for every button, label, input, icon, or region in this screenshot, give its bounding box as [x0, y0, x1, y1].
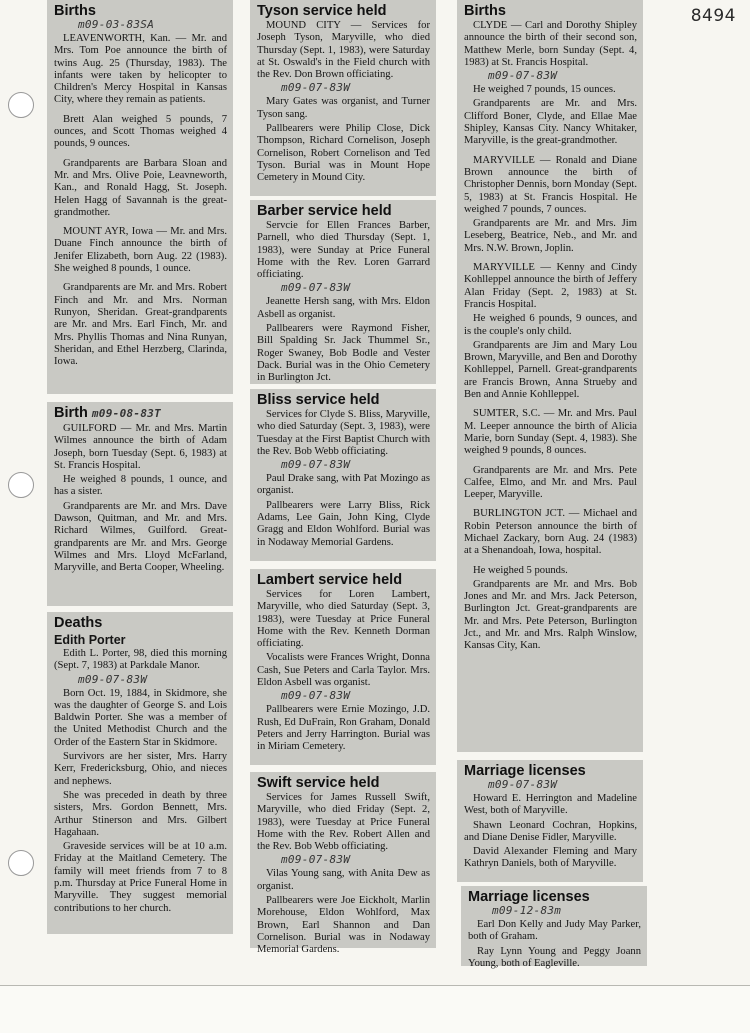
- handwritten-date: m09-07-83W: [488, 69, 558, 83]
- handwritten-date: m09-07-83W: [488, 778, 558, 791]
- handwritten-date: m09-12-83m: [492, 904, 562, 917]
- bliss-service-clipping: [250, 389, 436, 561]
- obituary-name: Edith Porter: [54, 633, 126, 647]
- paragraph: GUILFORD — Mr. and Mrs. Martin Wilmes announce the birth of Adam Joseph, born Tuesday (Sept. 6, 1983) at St. Francis Hospital.: [54, 423, 227, 471]
- handwritten-date: m09-07-83W: [281, 689, 351, 703]
- handwritten-date: m09-07-83W: [281, 81, 351, 95]
- paragraph: Grandparents are Mr. and Mrs. Pete Calfee, Elmo, and Mr. and Mrs. Paul Leeper, Maryville.: [464, 464, 637, 501]
- paragraph: Grandparents are Barbara Sloan and Mr. and Mrs. Olive Poie, Leavneworth, Kan., and Ronald Hagg, St. Joseph. Helen Hagg of Savannah is the great-grandmother.: [54, 157, 227, 218]
- lambert-service-clipping: [250, 569, 436, 765]
- paragraph: Born Oct. 19, 1884, in Skidmore, she was the daughter of George S. and Lois Baldwin Porter. She was a member of the United Methodist Church and the Order of the Eastern Star in Skidmore.: [54, 687, 227, 748]
- paragraph: He weighed 7 pounds, 15 ounces.: [473, 84, 616, 96]
- paragraph: Graveside services will be at 10 a.m. Friday at the Maitland Cemetery. The family will meet friends from 7 to 8 p.m. Thursday at Price Funeral Home in Maryville. They suggest memorial contributions to her church.: [54, 841, 227, 914]
- handwritten-date: m09-07-83W: [281, 281, 351, 295]
- birth-clipping: [47, 402, 233, 606]
- paragraph: Shawn Leonard Cochran, Hopkins, and Diane Denise Fidler, Maryville.: [464, 819, 637, 843]
- handwritten-date: m09-03-83SA: [78, 18, 155, 31]
- paragraph: CLYDE — Carl and Dorothy Shipley announce the birth of their second son, Matthew Merle, born Sunday (Sept. 4, 1983) at St. Francis Hospital.: [464, 20, 637, 68]
- paragraph: David Alexander Fleming and Mary Kathryn Daniels, both of Maryville.: [464, 846, 637, 870]
- tyson-heading: Tyson service held: [257, 3, 387, 19]
- barber-heading: Barber service held: [257, 203, 392, 219]
- barber-service-clipping: [250, 200, 436, 384]
- births-clipping-1: [47, 0, 233, 394]
- paragraph: Pallbearers were Raymond Fisher, Bill Spalding Sr. Jack Thummel Sr., Roger Swaney, Bob Bodle and Vester Dack. Burial was in the Ohio Cemetery in Burlington Jct.: [257, 323, 430, 384]
- paragraph: Earl Don Kelly and Judy May Parker, both of Graham.: [468, 919, 641, 943]
- paragraph: Brett Alan weighed 5 pounds, 7 ounces, and Scott Thomas weighed 4 pounds, 9 ounces.: [54, 113, 227, 150]
- paragraph: Grandparents are Mr. and Mrs. Robert Finch and Mr. and Mrs. Norman Runyon, Sheridan. Great-grandparents are Mr. and Mrs. Earl Finch, Mr. and Mrs. Phyllis Thomas and Nina Runyan, Sheridan, and Ethel Herzberg, Clarinda, Iowa.: [54, 282, 227, 368]
- paragraph: He weighed 8 pounds, 1 ounce, and has a sister.: [54, 474, 227, 498]
- paragraph: Grandparents are Jim and Mary Lou Brown, Maryville, and Ben and Dorothy Kohlleppel, Parnell. Great-grandparents are Francis Brown, Anna Strueby and Ben and Annie Kohlleppel.: [464, 339, 637, 401]
- paragraph: Pallbearers were Joe Eickholt, Marlin Morehouse, Eldon Wohlford, Max Brown, Earl Shannon and Dan Cornelison. Burial was in Nodaway Memorial Gardens.: [257, 895, 430, 956]
- paragraph: Servcie for Ellen Frances Barber, Parnell, who died Thursday (Sept. 1, 1983), were Sunday at Price Funeral Home with the Rev. Loren Garrard officiating.: [257, 220, 430, 281]
- paragraph: Pallbearers were Ernie Mozingo, J.D. Rush, Ed DuFrain, Ron Graham, Donald Peters and Jerry Harrington. Burial was in Miriam Cemetery.: [257, 704, 431, 753]
- paragraph: MOUND CITY — Services for Joseph Tyson, Maryville, who died Thursday (Sept. 1, 1983), were Saturday at St. Oswald's in the Field church with the Rev. Don Brown officiating.: [257, 20, 430, 81]
- tyson-service-clipping: [250, 0, 436, 196]
- paragraph: SUMTER, S.C. — Mr. and Mrs. Paul M. Leeper announce the birth of Alicia Marie, born Sunday (Sept. 4, 1983). She weighed 9 pounds, 8 ounces.: [464, 408, 637, 457]
- births-heading: Births: [464, 3, 506, 19]
- paragraph: He weighed 5 pounds.: [473, 564, 568, 576]
- binder-hole: [8, 850, 34, 876]
- birth-heading: [54, 405, 227, 422]
- paragraph: MARYVILLE — Kenny and Cindy Kohlleppel announce the birth of Jeffery Alan Friday (Sept. 2, 1983) at St. Francis Hospital.: [464, 262, 637, 310]
- paragraph: Survivors are her sister, Mrs. Harry Kerr, Fredericksburg, Ohio, and nieces and nephews.: [54, 751, 227, 787]
- paragraph: Mary Gates was organist, and Turner Tyson sang.: [257, 96, 430, 120]
- paragraph: Grandparents are Mr. and Mrs. Clifford Boner, Clyde, and Ellae Mae Shipley, Kansas City. Nancy Whitaker, Maryville, is the great-grandmother.: [464, 98, 637, 147]
- handwritten-date: m09-07-83W: [281, 458, 351, 472]
- births-clipping-2: [457, 0, 643, 752]
- paragraph: Paul Drake sang, with Pat Mozingo as organist.: [257, 473, 430, 497]
- paragraph: Grandparents are Mr. and Mrs. Jim Leseberg, Beatrice, Neb., and Mr. and Mrs. N.W. Brown, Joplin.: [464, 218, 637, 254]
- binder-hole: [8, 472, 34, 498]
- marriage-licenses-clipping-1: [457, 760, 643, 882]
- paragraph: Services for Loren Lambert, Maryville, who died Saturday (Sept. 3, 1983), were Tuesday at Price Funeral Home with the Rev. Kenneth Dorman officiating.: [257, 589, 430, 650]
- marriage-licenses-heading: Marriage licenses: [468, 889, 590, 905]
- paragraph: Services for James Russell Swift, Maryville, who died Friday (Sept. 2, 1983), were Tuesday at Price Funeral Home with the Rev. Robert Allen and the Rev. Bob Webb officiating.: [257, 792, 430, 853]
- birth-heading-text: Birth: [54, 405, 88, 421]
- handwritten-date: m09-07-83W: [78, 672, 148, 686]
- binder-hole: [8, 92, 34, 118]
- paragraph: Grandparents are Mr. and Mrs. Dave Dawson, Quitman, and Mr. and Mrs. Richard Wilmes, Guilford. Great-grandparents are Mr. and Mrs. George Wilmes and Mrs. Lloyd McFarland, Maryville, and Berta Cooper, Wheeling.: [54, 500, 227, 574]
- paragraph: She was preceded in death by three sisters, Mrs. Gordon Bennett, Mrs. Arthur Stinerson and Mrs. Gilbert Hagahaan.: [54, 789, 227, 838]
- paragraph: Pallbearers were Philip Close, Dick Thompson, Richard Cornelison, Joseph Cornelison, Robert Cornelison and Ted Tyson. Burial was in Mount Hope Cemetery in Mound City.: [257, 123, 430, 184]
- paragraph: Jeanette Hersh sang, with Mrs. Eldon Asbell as organist.: [257, 296, 430, 320]
- paragraph: Edith L. Porter, 98, died this morning (Sept. 7, 1983) at Parkdale Manor.: [54, 648, 227, 672]
- paragraph: MARYVILLE — Ronald and Diane Brown announce the birth of Christopher Dennis, born Monday (Sept. 5, 1983) at St. Francis Hospital. He weighed 7 pounds, 7 ounces.: [464, 154, 638, 215]
- handwritten-date: m09-08-83T: [91, 407, 162, 420]
- marriage-licenses-clipping-2: [461, 886, 647, 969]
- paragraph: Vilas Young sang, with Anita Dew as organist.: [257, 868, 430, 892]
- lambert-heading: Lambert service held: [257, 572, 403, 588]
- bliss-heading: Bliss service held: [257, 392, 380, 408]
- paragraph: He weighed 6 pounds, 9 ounces, and is the couple's only child.: [464, 313, 637, 337]
- swift-heading: Swift service held: [257, 775, 380, 791]
- paragraph: Grandparents are Mr. and Mrs. Bob Jones and Mr. and Mrs. Jack Peterson, Burlington Jct. Great-grandparents are Mr. and Mrs. Pete Peterson, Burlington Jct., and Mr. and Mrs. Ralph Winslow, Kansas City, Kan.: [464, 578, 637, 652]
- paragraph: Vocalists were Frances Wright, Donna Cash, Sue Peters and Carla Taylor. Mrs. Eldon Asbell was organist.: [257, 652, 430, 689]
- paragraph: Howard E. Herrington and Madeline West, both of Maryville.: [464, 793, 637, 817]
- handwritten-date: m09-07-83W: [281, 853, 351, 867]
- paragraph: Pallbearers were Larry Bliss, Rick Adams, Lee Gain, John King, Clyde Gragg and Eldon Wohlford. Burial was in Nodaway Memorial Gardens.: [257, 499, 430, 548]
- marriage-licenses-heading: Marriage licenses: [464, 763, 586, 779]
- paragraph: MOUNT AYR, Iowa — Mr. and Mrs. Duane Finch announce the birth of Jenifer Elizabeth, born Aug. 22 (1983). She weighed 8 pounds, 1 ounce.: [54, 226, 227, 275]
- paragraph: LEAVENWORTH, Kan. — Mr. and Mrs. Tom Poe announce the birth of twins Aug. 25 (Thursday, 1983). The infants were taken by helicopter to Children's Mercy Hospital in Kansas City, where they remain as patients.: [54, 33, 227, 106]
- paragraph: Ray Lynn Young and Peggy Joann Young, both of Eagleville.: [468, 945, 641, 969]
- paragraph: Services for Clyde S. Bliss, Maryville, who died Saturday (Sept. 3, 1983), were Tuesday at the First Baptist Church with the Rev. Bob Webb officiating.: [257, 409, 430, 457]
- deaths-clipping: [47, 612, 233, 934]
- page-number: 8494: [690, 6, 736, 26]
- paragraph: BURLINGTON JCT. — Michael and Robin Peterson announce the birth of Michael Zackary, born Aug. 24 (1983) at a Shenandoah, Iowa, hospital.: [464, 508, 637, 557]
- births-heading: Births: [54, 3, 96, 19]
- swift-service-clipping: [250, 772, 436, 956]
- deaths-heading: Deaths: [54, 615, 103, 631]
